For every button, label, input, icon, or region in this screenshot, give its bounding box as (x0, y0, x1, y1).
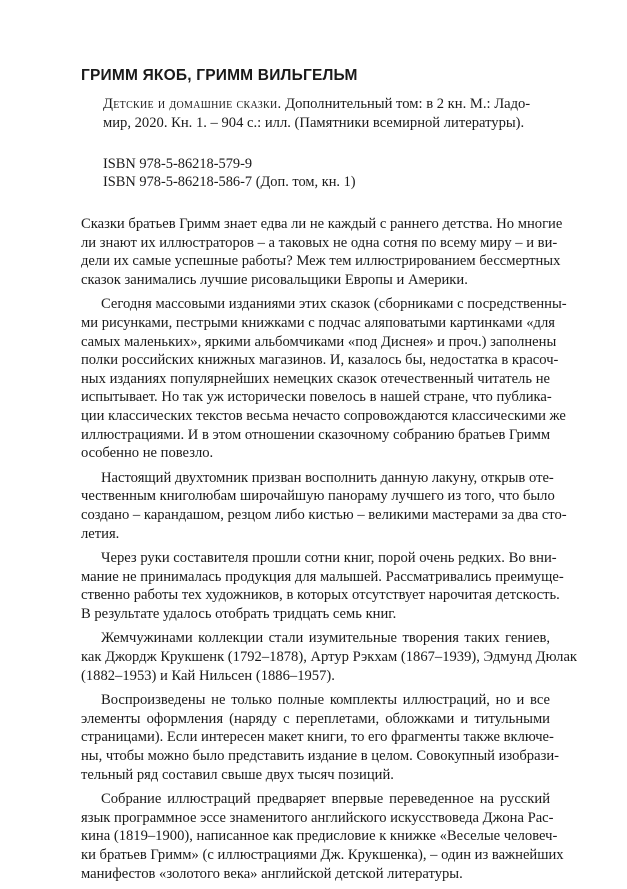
bib-details-line1: Дополнительный том: в 2 кн. М.: Ладо- (285, 96, 531, 112)
paragraph-line: Собрание иллюстраций предваряет впервые переведенное на русский (101, 791, 550, 808)
paragraph-line: особенно не повезло. (81, 445, 214, 462)
paragraph-line: испытывает. Но так уж исторически повелось в нашей стране, что публика- (81, 389, 552, 406)
body-paragraph (81, 215, 563, 289)
paragraph-line: ми рисунками, пестрыми книжками с подчас аляповатыми картинками «для (81, 314, 555, 331)
author-heading: ГРИММ ЯКОБ, ГРИММ ВИЛЬГЕЛЬМ (81, 67, 358, 84)
paragraph-line: элементы оформления (наряду с переплетами, обложками и титульными (81, 710, 550, 727)
paragraph-line: (1882–1953) и Кай Нильсен (1886–1957). (81, 667, 335, 684)
isbn-line: ISBN 978-5-86218-586-7 (Доп. том, кн. 1) (103, 174, 356, 190)
isbn-line: ISBN 978-5-86218-579-9 (103, 156, 253, 172)
body-paragraph (81, 790, 564, 883)
paragraph-line: сказок занимались лучшие рисовальщики Европы и Америки. (81, 271, 468, 288)
body-paragraph (81, 549, 564, 623)
book-title: Детские и домашние сказки. (103, 96, 282, 112)
isbn-block (103, 155, 550, 191)
paragraph-line: В результате удалось отобрать тридцать семь книг. (81, 605, 397, 622)
paragraph-line: кина (1819–1900), написанное как предисловие к книжке «Веселые человеч- (81, 828, 558, 845)
body-paragraph (81, 629, 578, 685)
bibliographic-entry (103, 95, 550, 133)
paragraph-line: Сказки братьев Гримм знает едва ли не каждый с раннего детства. Но многие (81, 216, 563, 232)
body-paragraph (81, 691, 560, 784)
paragraph-line: как Джордж Крукшенк (1792–1878), Артур Рэкхам (1867–1939), Эдмунд Дюлак (81, 649, 578, 666)
paragraph-line: полки российских книжных магазинов. И, казалось бы, недостатка в красоч- (81, 352, 559, 369)
paragraph-line: Настоящий двухтомник призван восполнить данную лакуну, открыв оте- (101, 469, 554, 486)
body-paragraph (81, 469, 567, 543)
paragraph-line: ных изданиях популярнейших немецких сказок отечественный читатель не (81, 370, 550, 387)
paragraph-line: иллюстрациями. И в этом отношении сказочному собранию братьев Гримм (81, 426, 551, 443)
paragraph-line: ны, чтобы можно было представить издание в целом. Совокупный изобрази- (81, 748, 560, 765)
paragraph-line: дели их самые успешные работы? Меж тем иллюстрированием бессмертных (81, 253, 561, 270)
paragraph-line: ки братьев Гримм» (с иллюстрациями Дж. Крукшенка), – один из важнейших (81, 847, 564, 863)
paragraph-line: Воспроизведены не только полные комплекты иллюстраций, но и все (101, 692, 550, 709)
body-paragraph (81, 295, 567, 462)
paragraph-line: чественным книголюбам широчайшую панораму лучшего из того, что было (81, 488, 555, 505)
paragraph-line: страницами). Если интересен макет книги, то его фрагменты также включе- (81, 729, 554, 746)
paragraph-line: ции классических текстов весьма нечасто сопровождаются классическими же (81, 407, 566, 424)
paragraph-line: Сегодня массовыми изданиями этих сказок (сборниками с посредственны- (101, 296, 567, 313)
paragraph-line: мание не принималась продукция для малышей. Рассматривались преимуще- (81, 568, 564, 585)
paragraph-line: Жемчужинами коллекции стали изумительные творения таких гениев, (101, 630, 550, 647)
review-page (81, 66, 578, 889)
paragraph-line: язык программное эссе знаменитого английского искусствоведа Джона Рас- (81, 809, 554, 826)
paragraph-line: ли знают их иллюстраторов – а таковых не одна сотня по всему миру – и ви- (81, 234, 558, 251)
paragraph-line: манифестов «золотого века» английской детской литературы. (81, 865, 463, 882)
paragraph-line: Через руки составителя прошли сотни книг, порой очень редких. Во вни- (101, 550, 557, 567)
paragraph-line: самых маленьких», яркими альбомчиками «под Диснея» и проч.) заполнены (81, 333, 557, 350)
bib-details-line2: мир, 2020. Кн. 1. – 904 с.: илл. (Памятники всемирной литературы). (103, 115, 525, 131)
paragraph-line: летия. (81, 525, 120, 542)
paragraph-line: создано – карандашом, резцом либо кистью – великими мастерами за два сто- (81, 506, 567, 523)
review-body (81, 215, 578, 883)
paragraph-line: тельный ряд составил свыше двух тысяч позиций. (81, 766, 394, 783)
paragraph-line: ственно работы тех художников, в которых отсутствует нарочитая детскость. (81, 587, 560, 604)
